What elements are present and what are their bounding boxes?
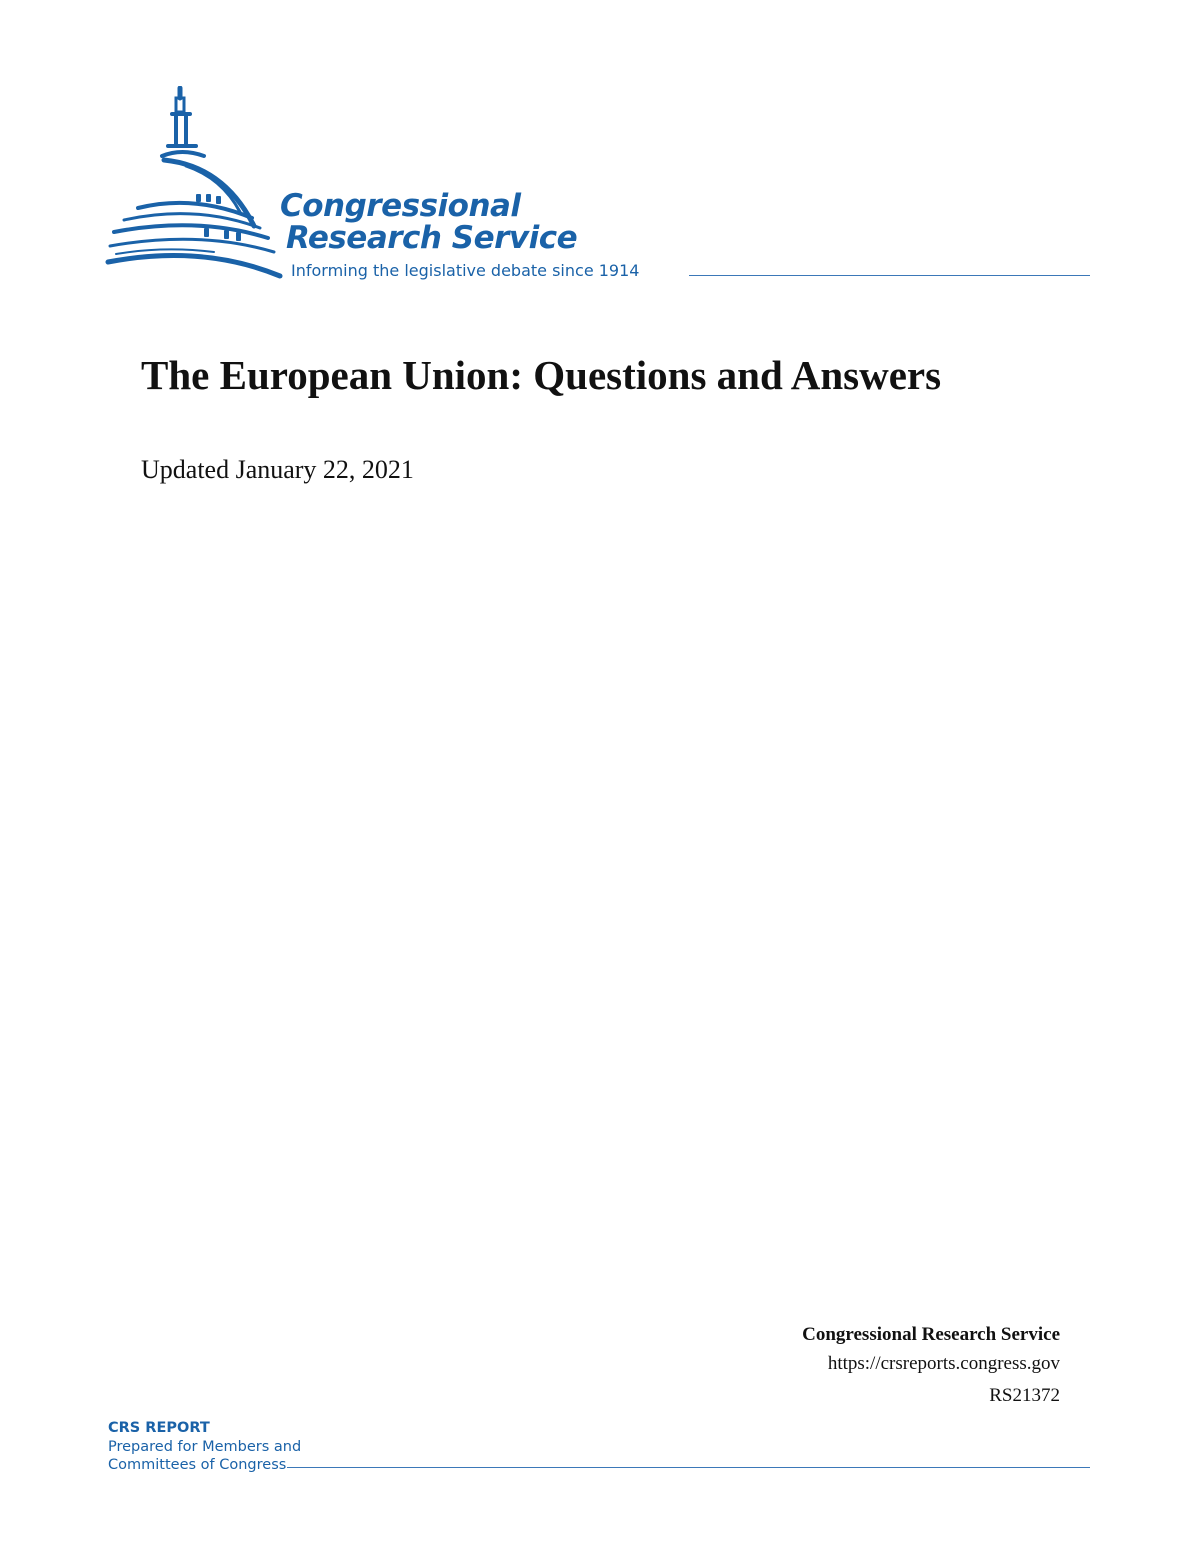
capitol-dome-logo <box>104 86 284 282</box>
updated-date: Updated January 22, 2021 <box>141 455 414 484</box>
wordmark-line-research-service: Research Service <box>286 220 578 256</box>
prepared-for-line: Prepared for Members and <box>108 1439 302 1455</box>
footer-divider <box>287 1467 1090 1468</box>
publisher-name: Congressional Research Service <box>802 1324 1060 1345</box>
wordmark-line-congressional: Congressional <box>280 188 521 224</box>
logo-tagline: Informing the legislative debate since 1914 <box>291 261 640 280</box>
crs-report-label: CRS REPORT <box>108 1420 210 1436</box>
crs-report-footer <box>108 1419 301 1474</box>
report-number: RS21372 <box>989 1385 1060 1406</box>
report-title: The European Union: Questions and Answers <box>141 352 942 398</box>
committees-line: Committees of Congress <box>108 1457 287 1473</box>
crs-wordmark <box>280 190 577 254</box>
publisher-url: https://crsreports.congress.gov <box>827 1353 1060 1374</box>
publisher-block <box>802 1322 1060 1412</box>
header-divider <box>689 275 1090 276</box>
